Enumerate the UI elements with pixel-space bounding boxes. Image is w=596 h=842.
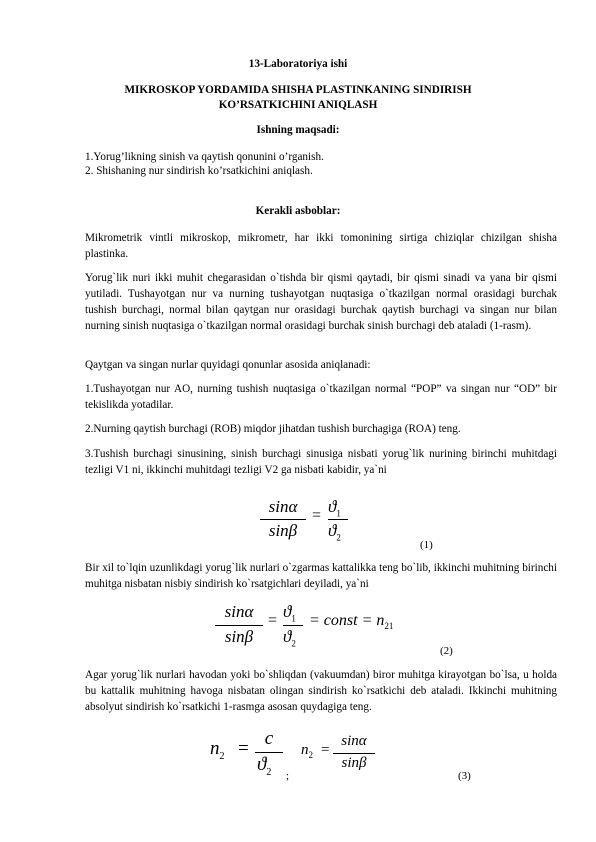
eq1-right-denominator: $ϑ_2$ [328, 521, 341, 543]
goal-item-2: 2. Shishaning nur sindirish ko’rsatkichini aniqlash. [85, 165, 313, 177]
paragraph-refraction-intro: Yorug`lik nuri ikki muhit chegarasidan o`tishda bir qismi qaytadi, bir qismi sinadi va yana bir qismi yutiladi. Tushayotgan nur va nurning tushayotgan nuqtasiga o`tkazilgan normal orasidagi burchak tushish burchagi, normal bilan qaytgan nur orasidagi burchak qaytish burchagi va singan nur bilan nurning sinish nuqtasiga o`tkazilgan normal orasidagi burchak sinish burchagi deb ataladi (1-rasm). [85, 272, 557, 332]
eq3-numerator: c [264, 728, 274, 749]
eq1-right-numerator: $ϑ_1$ [328, 497, 341, 519]
paragraph-laws-intro: Qaytgan va singan nurlar quyidagi qonunlar asosida aniqlanadi: [85, 359, 371, 371]
goals-heading: Ishning maqsadi: [256, 124, 340, 136]
paragraph-relative-index: Bir xil to`lqin uzunlikdagi yorug`lik nurlari o`zgarmas kattalikka teng bo`lib, ikkinchi muhitning birinchi muhitga nisbatan nisbiy sindirish ko`rsatgichlari deyiladi, ya`ni [85, 562, 557, 590]
equipment-heading: Kerakli asboblar: [255, 205, 341, 217]
eq3-denominator-2: sinβ [341, 755, 367, 771]
goal-item-1: 1.Yorug’likning sinish va qaytish qonunini o’rganish. [85, 151, 324, 163]
eq1-numerator: sinα [268, 497, 298, 516]
paragraph-law-3: 3.Tushish burchagi sinusining, sinish burchagi sinusiga nisbati yorug`lik nurining birinchi muhitdagi tezligi V1 ni, ikkinchi muhitdagi tezligi V2 ga nisbati kabidir, ya`ni [85, 448, 557, 476]
title-line-1: MIKROSKOP YORDAMIDA SHISHA PLASTINKANING SINDIRISH [124, 84, 472, 96]
eq3-lhs: $n_2$ [210, 738, 225, 762]
lab-number: 13-Laboratoriya ishi [248, 58, 348, 70]
eq1-denominator: sinβ [268, 521, 298, 540]
eq2-right-numerator: $ϑ_1$ [283, 602, 296, 624]
eq3-denominator: $ϑ_2$ [257, 754, 272, 778]
paragraph-law-1: 1.Tushayotgan nur AO, nurning tushish nuqtasiga o`tkazilgan normal “POP” va singan nur “OD” bir tekislikda yotadilar. [85, 383, 557, 411]
eq3-fraction-bar-2 [333, 753, 375, 754]
paragraph-absolute-index: Agar yorug`lik nurlari havodan yoki bo`shliqdan (vakuumdan) biror muhitga kirayotgan bo`lsa, u holda bu kattalik muhitning havoga nisbatan olingan sindirish ko`rsatkichi deb ataladi. Ikkinchi muhitning absolyut sindirish ko`rsatkichi 1-rasmga asosan quydagiga teng. [85, 669, 557, 713]
eq1-equals: = [312, 507, 322, 524]
eq2-fraction-bar [215, 625, 263, 626]
eq3-lhs-2: $n_2$ [301, 742, 313, 760]
eq2-const-tail: = const = $n_{21}$ [309, 612, 394, 632]
eq2-numerator: sinα [224, 602, 254, 621]
eq1-right-bar [328, 519, 348, 520]
eq3-numerator-2: sinα [341, 733, 367, 749]
eq3-label: (3) [458, 770, 471, 782]
eq3-fraction-bar [255, 752, 283, 753]
title-line-2: KO’RSATKICHINI ANIQLASH [218, 99, 378, 111]
eq2-right-denominator: $ϑ_2$ [283, 627, 296, 649]
eq2-label: (2) [440, 645, 453, 657]
eq1-label: (1) [420, 539, 433, 551]
eq3-separator: ; [286, 770, 290, 782]
eq2-right-bar [283, 625, 303, 626]
eq2-equals: = [268, 612, 278, 629]
paragraph-law-2: 2.Nurning qaytish burchagi (ROB) miqdor jihatdan tushish burchagiga (ROA) teng. [85, 423, 461, 435]
eq3-equals-2: = [321, 742, 330, 758]
eq1-fraction-bar [260, 519, 306, 520]
eq2-denominator: sinβ [224, 627, 254, 646]
eq3-equals: = [238, 738, 249, 759]
equipment-text: Mikrometrik vintli mikroskop, mikrometr, har ikki tomonining sirtiga chiziqlar chizilgan shisha plastinka. [85, 232, 557, 260]
